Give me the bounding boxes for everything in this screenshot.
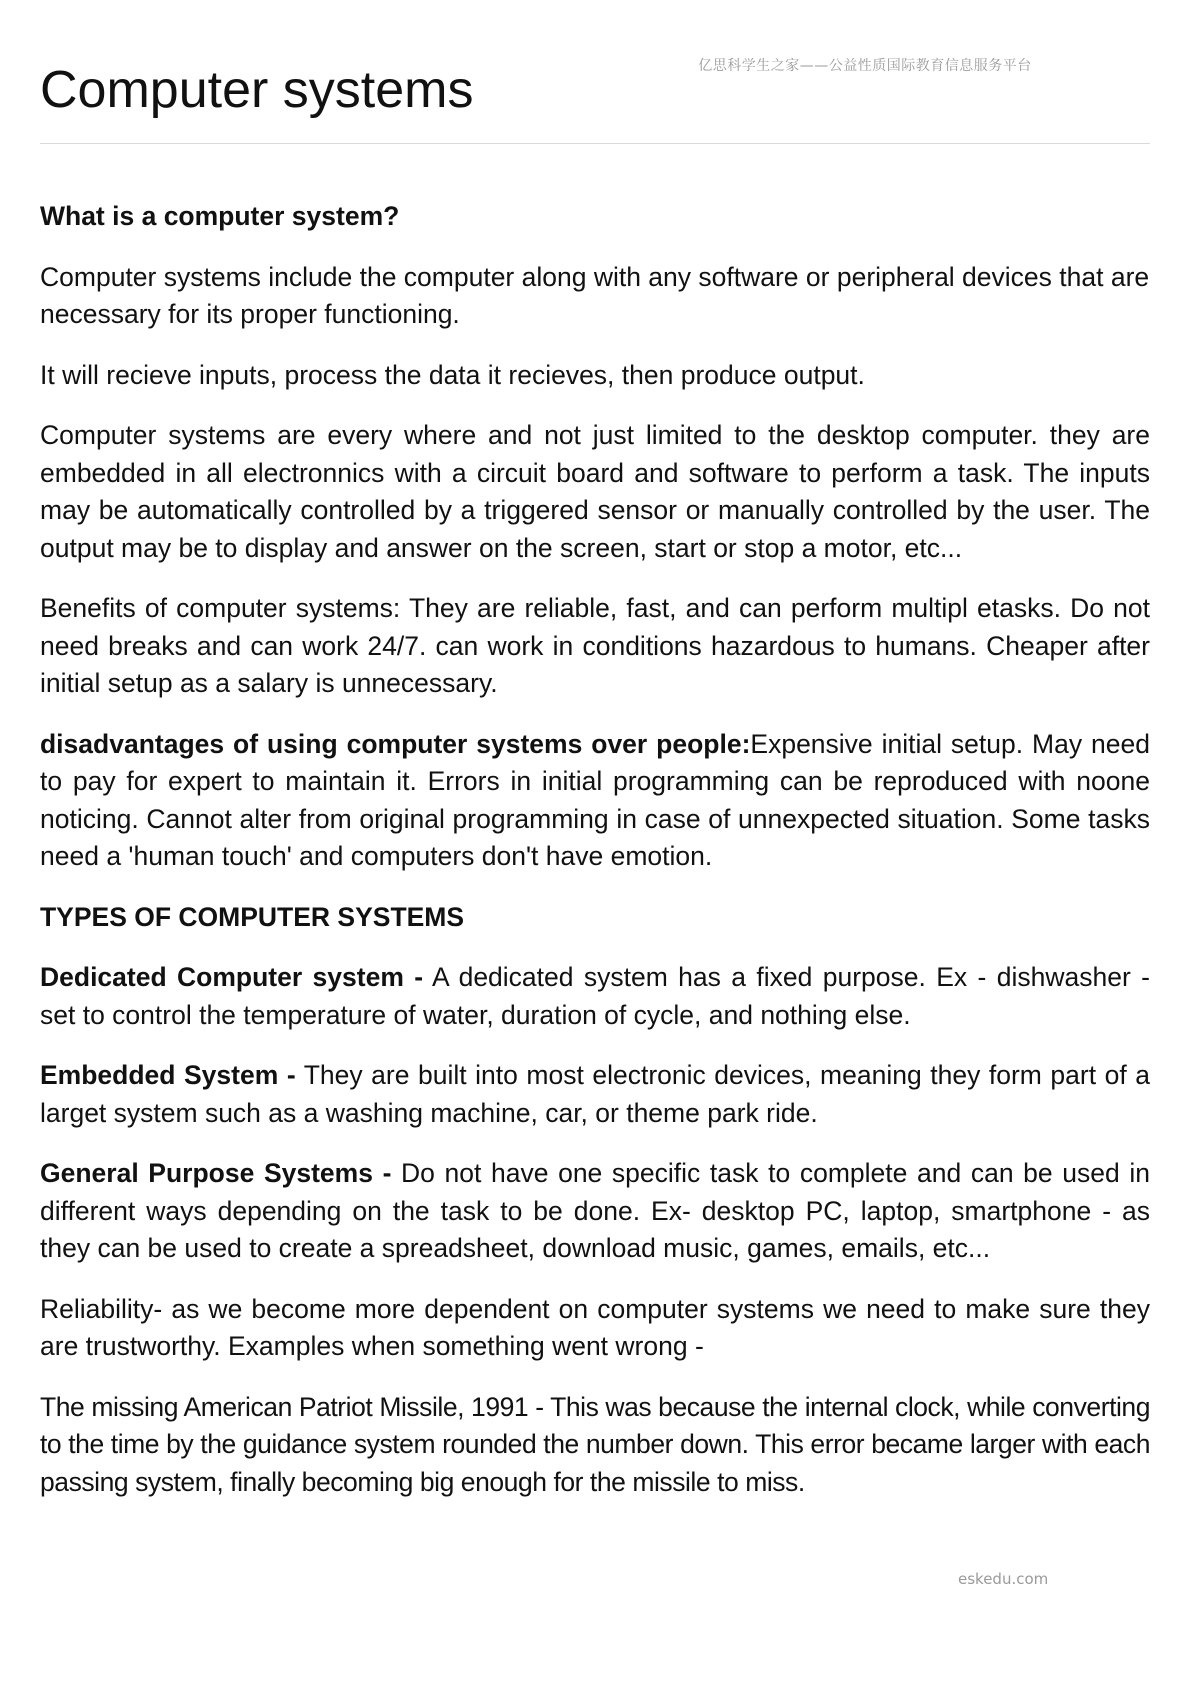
section-heading-types bbox=[40, 899, 1150, 937]
paragraph-patriot: The missing American Patriot Missile, 1991 - This was because the internal clock, while converting to the time by the guidance system rounded the number down. This error became larger with each passing system, finally becoming big enough for the missile to miss. bbox=[40, 1391, 1150, 1497]
document-body bbox=[40, 198, 1150, 1524]
paragraph-general-purpose bbox=[40, 1155, 1150, 1268]
paragraph-definition: Computer systems include the computer along with any software or peripheral devices that are necessary for its proper functioning. bbox=[40, 261, 1150, 329]
footer-watermark: eskedu.com bbox=[958, 1570, 1049, 1588]
general-label: General Purpose Systems - bbox=[40, 1158, 392, 1188]
general-text: Do not have one specific task to complete and can be used in different ways depending on the task to be done. Ex- desktop PC, laptop, smartphone - as they can be used to create a spreadsheet, download music, games, emails, etc... bbox=[40, 1158, 1150, 1263]
section-heading-what bbox=[40, 198, 1150, 236]
page-title: Computer systems bbox=[40, 61, 474, 119]
paragraph-disadvantages bbox=[40, 726, 1150, 876]
heading-text: What is a computer system? bbox=[40, 201, 400, 231]
paragraph-everywhere: Computer systems are every where and not just limited to the desktop computer. they are embedded in all electronnics with a circuit board and software to perform a task. The inputs may be automatically controlled by a triggered sensor or manually controlled by the user. The output may be to display and answer on the screen, start or stop a motor, etc... bbox=[40, 420, 1150, 563]
embedded-text: They are built into most electronic devices, meaning they form part of a larget system such as a washing machine, car, or theme park ride. bbox=[40, 1060, 1150, 1128]
paragraph-inputs: It will recieve inputs, process the data it recieves, then produce output. bbox=[40, 359, 865, 390]
header-watermark: 亿思科学生之家——公益性质国际教育信息服务平台 bbox=[698, 58, 1032, 74]
title-divider bbox=[40, 143, 1150, 144]
heading-text: TYPES OF COMPUTER SYSTEMS bbox=[40, 901, 465, 932]
paragraph-dedicated bbox=[40, 959, 1150, 1034]
disadvantages-text: Expensive initial setup. May need to pay for expert to maintain it. Errors in initial programming can be reproduced with noone noticing. Cannot alter from original programming in case of unnexpected situation. Some tasks need a 'human touch' and computers don't have emotion. bbox=[40, 728, 1150, 871]
paragraph-reliability: Reliability- as we become more dependent on computer systems we need to make sure they are trustworthy. Examples when something went wrong - bbox=[40, 1293, 1150, 1361]
dedicated-label: Dedicated Computer system - bbox=[40, 962, 424, 992]
dedicated-text: A dedicated system has a fixed purpose. Ex - dishwasher - set to control the temperature of water, duration of cycle, and nothing else. bbox=[40, 962, 1150, 1030]
disadvantages-label: disadvantages of using computer systems over people: bbox=[40, 728, 751, 759]
paragraph-benefits: Benefits of computer systems: They are reliable, fast, and can perform multipl etasks. Do not need breaks and can work 24/7. can work in conditions hazardous to humans. Cheaper after initial setup as a salary is unnecessary. bbox=[40, 593, 1150, 698]
embedded-label: Embedded System - bbox=[40, 1060, 296, 1090]
paragraph-embedded bbox=[40, 1057, 1150, 1132]
